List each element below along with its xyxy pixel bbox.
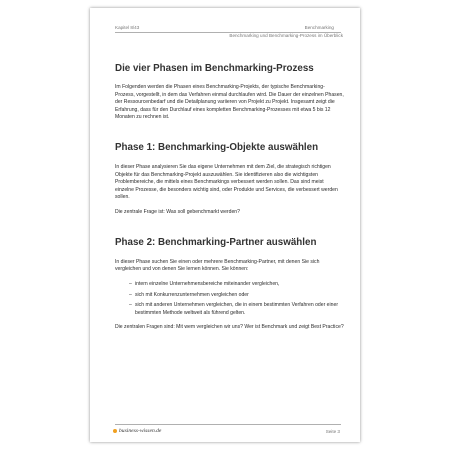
phase2-list: [115, 281, 344, 318]
list-item: [129, 281, 344, 289]
dash-bullet-icon: –: [129, 302, 132, 309]
logo-dot-icon: [113, 429, 117, 433]
dash-bullet-icon: –: [129, 291, 132, 298]
header-chapter: Kapitel 8/43: [115, 25, 140, 30]
dash-bullet-icon: –: [129, 280, 132, 287]
list-item-text: sich mit Konkurrenzunternehmen vergleichen oder: [135, 291, 249, 298]
phase1-heading: Phase 1: Benchmarking-Objekte auswählen: [115, 141, 319, 153]
list-item: [129, 292, 344, 300]
document-page: [90, 8, 360, 442]
phase1-question: Die zentrale Frage ist: Was soll gebenchmarkt werden?: [115, 208, 240, 215]
header-section: Benchmarking: [304, 25, 334, 30]
footer-logo[interactable]: [113, 428, 161, 434]
page-title: Die vier Phasen im Benchmarking-Prozess: [115, 63, 314, 74]
page-content: [115, 63, 344, 339]
footer-logo-text: business-wissen.de: [119, 428, 162, 434]
phase2-question: Die zentralen Fragen sind: Mit wem vergleichen wir uns? Wer ist Benchmark und zeigt Best Practice?: [115, 324, 344, 331]
header-subsection: Benchmarking und Benchmarking-Prozess im Überblick: [229, 33, 343, 38]
phase2-paragraph: In dieser Phase suchen Sie einen oder mehrere Benchmarking-Partner, mit denen Sie sich vergleichen und von denen Sie lernen können. Sie können:: [115, 258, 320, 273]
page-number: Seite 3: [325, 429, 340, 434]
phase2-heading: Phase 2: Benchmarking-Partner auswählen: [115, 236, 317, 248]
list-item: [129, 302, 344, 317]
list-item-text: sich mit anderen Unternehmen vergleichen, die in einem bestimmten Verfahren oder einer bestimmten Methode weltweit als führend gelten.: [135, 302, 339, 316]
list-item-text: intern einzelne Unternehmensbereiche miteinander vergleichen,: [135, 280, 280, 287]
footer-divider: [115, 424, 341, 425]
intro-paragraph: Im Folgenden werden die Phasen eines Benchmarking-Projekts, der typische Benchmarking-Prozess, vorgestellt, in dem das Verfahren einmal durchlaufen wird. Die Dauer der einzelnen Phasen, der Ressourcenbedarf und die Detailplanung variieren von Projekt zu Projekt. Insgesamt zeigt die Erfahrung, dass für den Durchlauf eines kompletten Benchmarking-Prozesses mit etwa 5 bis 12 Monaten zu rechnen ist.: [115, 84, 344, 121]
phase1-paragraph: In dieser Phase analysieren Sie das eigene Unternehmen mit dem Ziel, die strategisch richtigen Objekte für das Benchmarking-Projekt auszuwählen. Sie identifizieren also die wichtigsten Problembereiche, die mittels eines Benchmarkings verbessert werden sollen. Das sind meist einzelne Prozesse, die besonders wichtig sind, oder Produkte und Services, die verbessert werden sollen.: [115, 163, 338, 201]
